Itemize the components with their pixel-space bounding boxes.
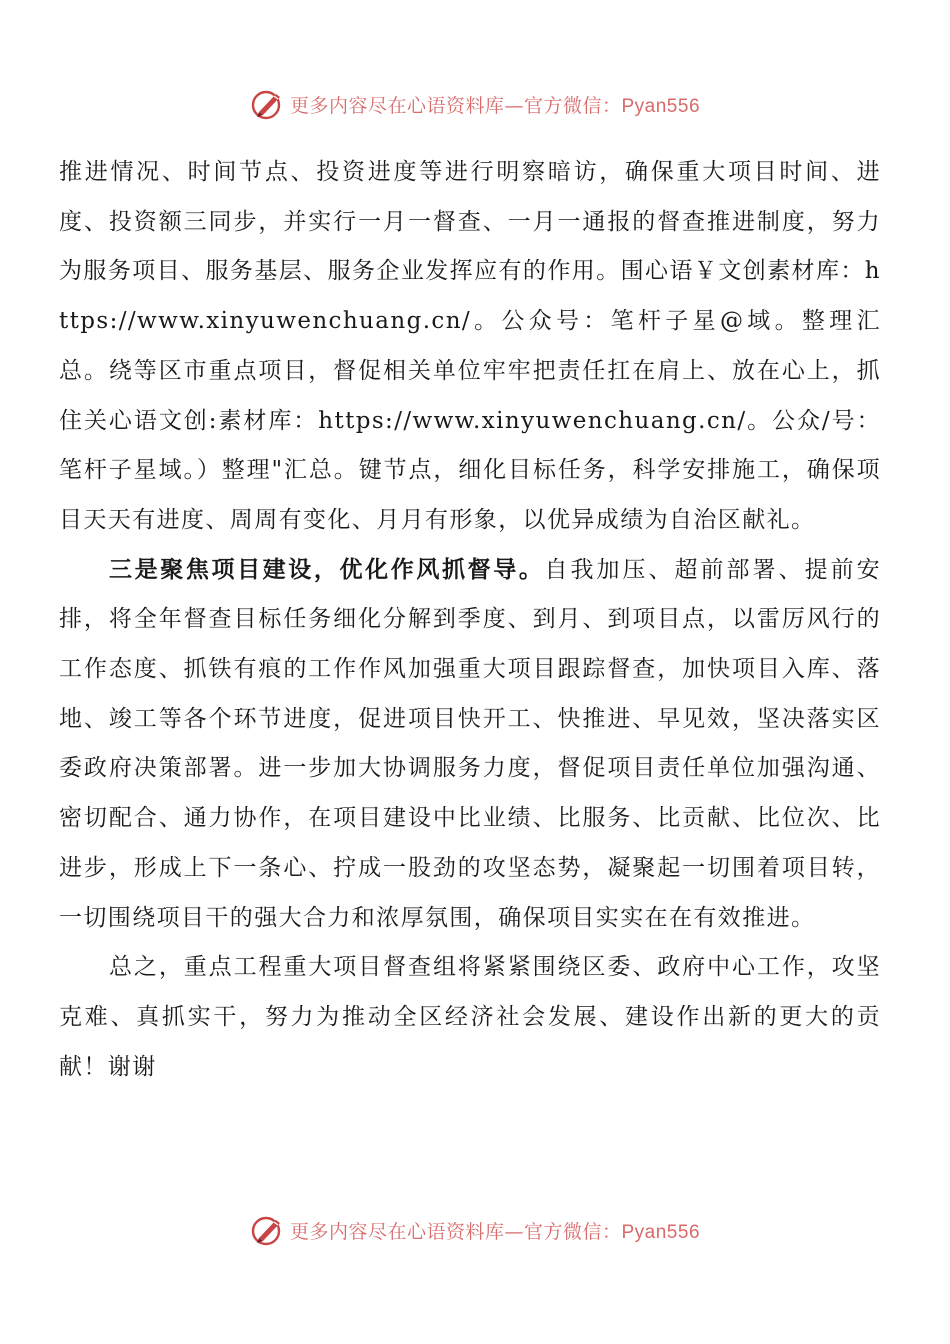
watermark-text: 更多内容尽在心语资料库—官方微信：Pyan556 (289, 94, 701, 117)
pen-circle-logo-icon (250, 86, 286, 122)
paragraph-3 (59, 943, 881, 1092)
watermark-wechat-id: Pyan556 (621, 95, 701, 117)
paragraph-1-text: 推进情况、时间节点、投资进度等进行明察暗访，确保重大项目时间、进度、投资额三同步，并实行一月一督查、一月一通报的督查推进制度，努力为服务项目、服务基层、服务企业发挥应有的作用。围心语￥文创素材库：https://www.xinyuwenchuang.cn/。公众号：笔杆子星@域。整理汇总。绕等区市重点项目，督促相关单位牢牢把责任扛在肩上、放在心上，抓住关心语文创:素材库：https://www.xinyuwenchuang.cn/。公众/号：笔杆子星域。）整理"汇总。键节点，细化目标任务，科学安排施工，确保项目天天有进度、周周有变化、月月有形象，以优异成绩为自治区献礼。 (59, 159, 881, 533)
paragraph-2 (59, 546, 881, 944)
pen-circle-logo-icon (250, 1212, 286, 1248)
footer-watermark (0, 1208, 950, 1252)
paragraph-2-heading: 三是聚焦项目建设，优化作风抓督导。 (109, 556, 545, 583)
paragraph-3-text: 总之，重点工程重大项目督查组将紧紧围绕区委、政府中心工作，攻坚克难、真抓实干，努力为推动全区经济社会发展、建设作出新的更大的贡献！谢谢 (59, 954, 881, 1080)
watermark-wechat-id: Pyan556 (621, 1221, 701, 1243)
document-body (59, 148, 881, 1092)
paragraph-2-text: 自我加压、超前部署、提前安排，将全年督查目标任务细化分解到季度、到月、到项目点，以雷厉风行的工作态度、抓铁有痕的工作作风加强重大项目跟踪督查，加快项目入库、落地、竣工等各个环节进度，促进项目快开工、快推进、早见效，坚决落实区委政府决策部署。进一步加大协调服务力度，督促项目责任单位加强沟通、密切配合、通力协作，在项目建设中比业绩、比服务、比贡献、比位次、比进步，形成上下一条心、拧成一股劲的攻坚态势，凝聚起一切围着项目转，一切围绕项目干的强大合力和浓厚氛围，确保项目实实在在有效推进。 (59, 556, 882, 931)
watermark-text: 更多内容尽在心语资料库—官方微信：Pyan556 (289, 1220, 701, 1243)
paragraph-1 (59, 148, 881, 546)
header-watermark (0, 82, 950, 126)
